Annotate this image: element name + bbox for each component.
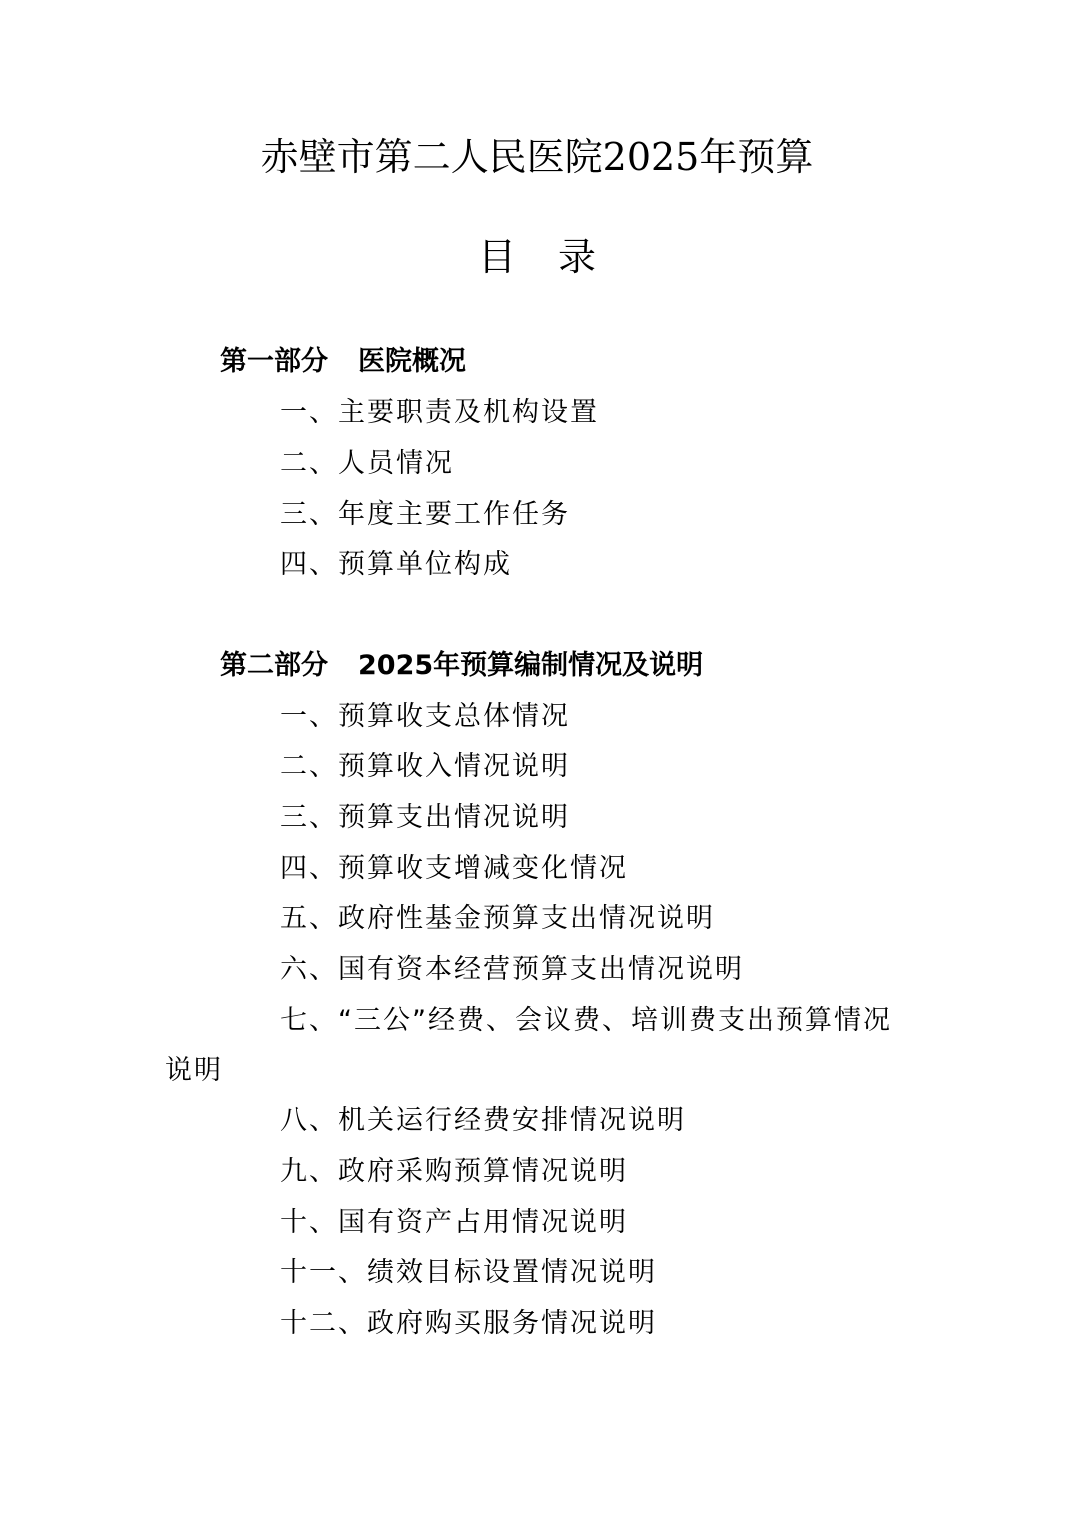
toc-item: 二、预算收入情况说明: [280, 751, 570, 782]
toc-item: 一、主要职责及机构设置: [280, 397, 599, 428]
toc-heading: 目录: [477, 235, 638, 279]
part-two-label: 第二部分: [220, 650, 328, 681]
part-one-name: 医院概况: [358, 346, 466, 377]
part-two-heading: [220, 648, 703, 684]
toc-item: 十一、绩效目标设置情况说明: [280, 1257, 657, 1288]
toc-item: 九、政府采购预算情况说明: [280, 1156, 628, 1187]
toc-item: 四、预算单位构成: [280, 549, 512, 580]
toc-item: 三、预算支出情况说明: [280, 802, 570, 833]
part-one-label: 第一部分: [220, 346, 328, 377]
part-two-name: 2025年预算编制情况及说明: [358, 650, 704, 681]
toc-item: 三、年度主要工作任务: [280, 499, 570, 530]
document-title: 赤壁市第二人民医院2025年预算: [260, 135, 814, 179]
toc-item: 一、预算收支总体情况: [280, 701, 570, 732]
toc-item: 五、政府性基金预算支出情况说明: [280, 903, 715, 934]
toc-item-continuation: 说明: [165, 1055, 223, 1086]
part-one-heading: [220, 344, 466, 380]
toc-item: 十二、政府购买服务情况说明: [280, 1308, 657, 1339]
toc-item: 四、预算收支增减变化情况: [280, 853, 628, 884]
toc-item: 二、人员情况: [280, 448, 454, 479]
toc-item: 十、国有资产占用情况说明: [280, 1207, 628, 1238]
toc-item: 七、“三公”经费、会议费、培训费支出预算情况: [280, 1005, 892, 1036]
toc-item: 八、机关运行经费安排情况说明: [280, 1105, 686, 1136]
toc-item: 六、国有资本经营预算支出情况说明: [280, 954, 744, 985]
